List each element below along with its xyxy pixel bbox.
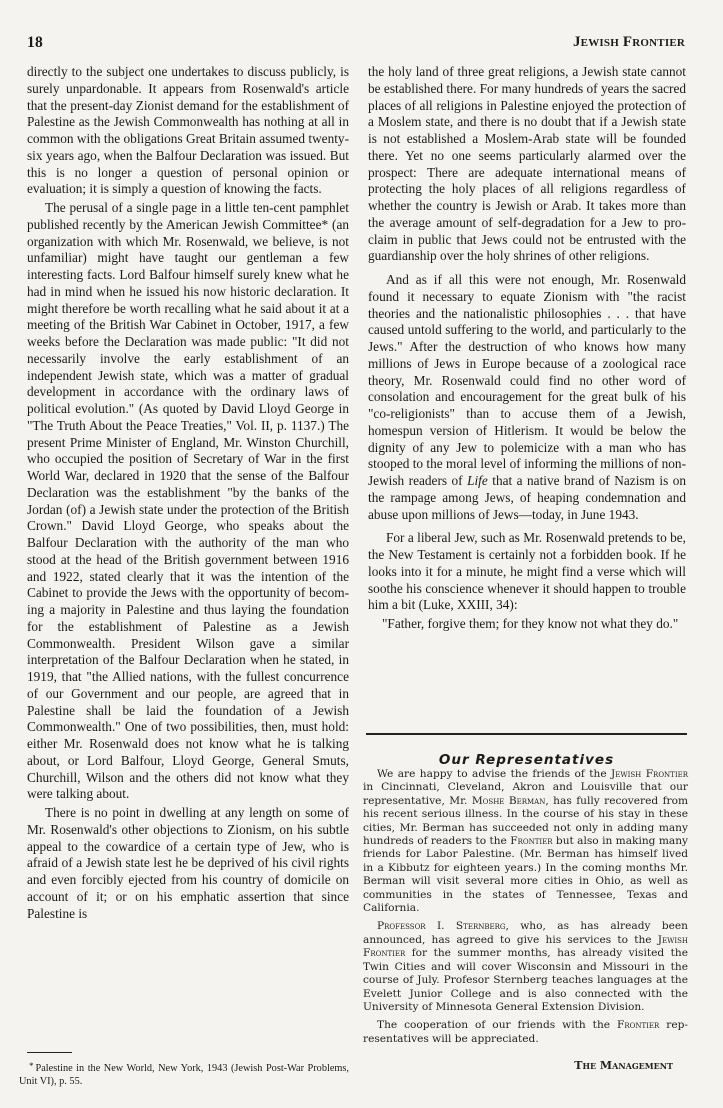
left-column [27, 64, 349, 922]
representative-name: Professor I. Sternberg [377, 920, 506, 933]
text: , who, as has already been announced, has agreed to give his services to the [363, 920, 689, 946]
article-paragraph: directly to the subject one undertakes to discuss publicly, is surely unpardonable. It appears from Rosenwald's article that the present-day Zionist demand for the establishment of Palestine as the Jewish Commonwealth has nothing at all in common with the obligations Great Britain assumed twenty-six years ago, when the Balfour Declaration was issued. But this is no longer a question of personal opinion or evaluation; it is simply a question of knowing the facts. [27, 64, 349, 197]
representative-name: Moshe Berman [471, 794, 546, 807]
right-column [368, 64, 686, 633]
text: We are happy to advise the friends of the [377, 768, 612, 780]
footnote-text: Palestine in the New World, New York, 1943 (Jewish Post-War Problems, Unit VI), p. 55. [19, 1063, 349, 1087]
paragraph-text: And as if all this were not enough, Mr. Rosenwald found it necessary to equate Zionism with "the racist theories and the nationalistic philosophies . . . that have caused untold suffering to the world, and particularly to the Jews." After the destruction of who knows how many millions of Jews in Europe because of a zoological race theory, Mr. Rosenwald could find no other word of consolation and encouragement for the great bulk of his "co-religionists" than to accuse them of a Jewish, homespun version of Hitlerism. It would be below the dignity of any Jew to polemicize with a man who has stooped to the moral level of informing the millions of non-Jewish readers of [368, 272, 686, 488]
section-divider [366, 733, 687, 735]
publication-name: Jewish Frontier [363, 933, 688, 960]
scripture-quote: "Father, forgive them; for they know not what they do." [382, 616, 679, 631]
publication-name: Jewish Frontier [611, 768, 688, 780]
text: but also in making many friends for Labor Palestine. (Mr. Berman has himself lived in a Kibbutz for eighteen years.) In the coming months Mr. Berman will visit several more cities in Ohio, as well as communities in the states of Tennessee, Texas and California. [363, 835, 688, 915]
article-paragraph [368, 272, 686, 523]
text: , has fully recovered from his recent serious illness. In the course of his stay in these cities, Mr. Berman has succeeded not only in adding many hundreds of readers to the [363, 794, 689, 848]
running-header-publication: Jewish Frontier [572, 34, 685, 50]
publication-name: Frontier [617, 1019, 660, 1032]
footnote-divider [27, 1052, 72, 1053]
text: representatives will be appreciated. [363, 1019, 688, 1045]
notice-heading: Our Representatives [438, 752, 615, 768]
footnote-mark: * [29, 1061, 34, 1071]
article-paragraph: There is no point in dwelling at any length on some of Mr. Rosenwald's other objections to Zionism, on his subtle appeal to the cowardice of a certain type of Jew, who is afraid of a Jewish state lest he be deprived of his civil rights and even forcibly ejected from his country of domicile on account of it; or on his emphatic assertion that since Palestine is [27, 805, 349, 921]
article-paragraph: For a liberal Jew, such as Mr. Rosenwald pretends to be, the New Testament is certainly not a forbidden book. If he looks into it for a minute, he might find a verse which will soothe his conscience whenever it should happen to trouble him a bit (Luke, XXIII, 34): [368, 530, 686, 613]
footnote [19, 1060, 349, 1088]
notice-paragraph [363, 768, 688, 915]
text: for the summer months, has already visited the Twin Cities and will cover Wisconsin and Missouri in the course of July. Profesor Sternberg teaches languages at the Evelett Junior College and is also connected with the University of Minnesota General Extension Division. [363, 947, 688, 1013]
text: in Cincinnati, Cleveland, Akron and Louisville that our representative, Mr. [363, 781, 688, 807]
notice-paragraph [363, 1019, 688, 1046]
paragraph-text: that a native brand of Nazism is on the rampage among Jews, of heaping condemnation and abuse upon millions of Jews—today, in June 1943. [368, 473, 687, 522]
page-number: 18 [27, 34, 43, 51]
publication-title-life: Life [467, 473, 488, 488]
text: The cooperation of our friends with the [377, 1019, 617, 1032]
publication-name: Frontier [510, 835, 553, 848]
article-paragraph: the holy land of three great religions, a Jewish state cannot be established there. For many hundreds of years the sacred places of all religions in Palestine enjoyed the protection of a Moslem state, and there is no doubt that if a Jewish state is not established a Moslem-Arab state will be founded there. Yet no one seems particularly alarmed over the prospect: There are adequate international means of protecting the holy places of all religions regardless of whether the country is Jewish or Arab. It takes more than the average amount of self-degradation for a Jew to proclaim in public that Jews could not be entrusted with the guardianship over the holy shrines of other religions. [368, 64, 686, 264]
representatives-notice [363, 768, 688, 1046]
notice-signature: The Management [574, 1059, 673, 1072]
article-paragraph: The perusal of a single page in a little ten-cent pamphlet published recently by the American Jewish Committee* (an organization with which Mr. Rosenwald, we believe, is not unfamiliar) might have taught our gentleman a few interesting facts. Lord Balfour himself surely knew what he had in mind when he issued his now historic declaration. It might therefore be worth recalling what he said about it at a meeting of the British War Cabinet in October, 1917, a few weeks before the Declaration was made public: "It did not necessarily involve the early establishment of an independent Jewish state, which was a matter of gradual development in accordance with the ordinary laws of political evolution." (As quoted by David Lloyd George in "The Truth About the Peace Treaties," Vol. II, p. 1137.) The present Prime Minister of England, Mr. Winston Churchill, who occupied the position of Secretary of War in the first World War, declared in 1920 that the sense of the Balfour Declaration was the establishment "by the banks of the Jordan (of) a Jewish state under the protection of the British Crown." David Lloyd George, who speaks about the Balfour Declaration with the authority of the man who stood at the head of the British government between 1916 and 1922, stated clearly that it was the intention of the Cabinet to provide the Jews with the opportunity of becoming a majority in Palestine and thus laying the foundation for the establishment of Palestine as a Jewish Commonwealth. President Wilson gave a similar interpretation of the Balfour Declaration when he stated, in 1919, that "the Allied nations, with the fullest concurrence of our Government and our people, are agreed that in Palestine shall be laid the foundation of a Jewish Commonwealth." One of two possibilities, then, must hold: either Mr. Rosenwald does not know what he is talking about, or Lord Balfour, Lloyd George, General Smuts, Churchill, Wilson and the others did not know what they were talking about. [27, 200, 349, 802]
notice-paragraph [363, 920, 688, 1014]
